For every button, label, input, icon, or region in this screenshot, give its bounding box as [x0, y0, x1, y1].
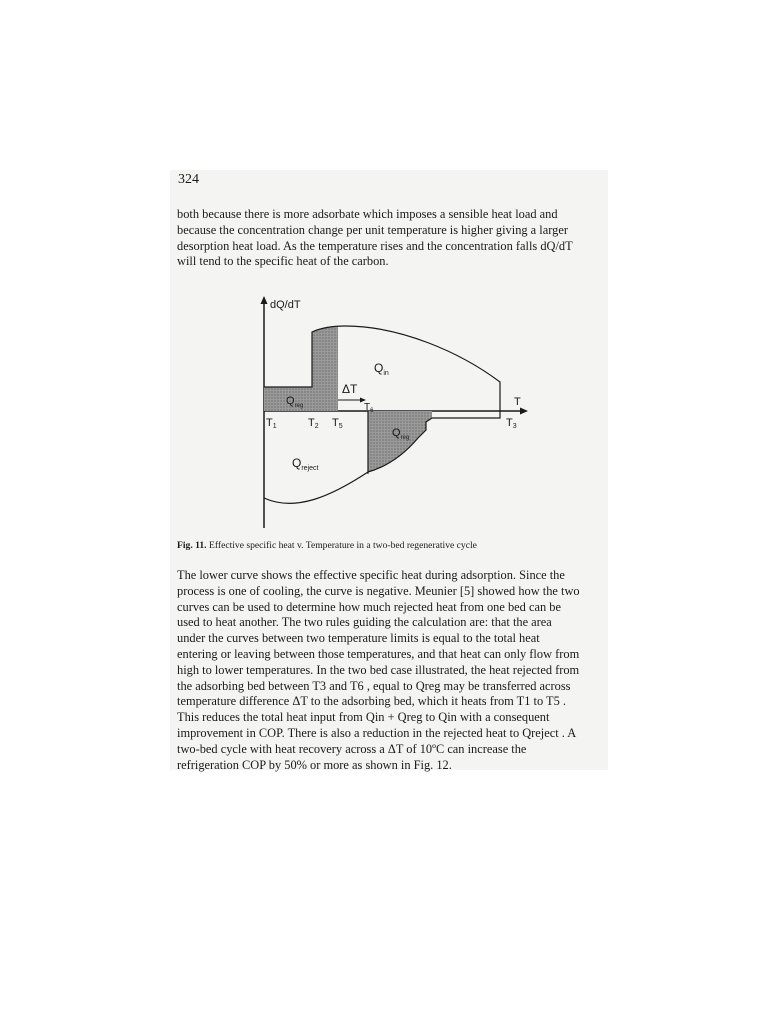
text-line: The lower curve shows the effective specific heat during adsorption. Since the: [177, 568, 565, 582]
text-line: process is one of cooling, the curve is negative. Meunier [5] showed how the two: [177, 583, 580, 598]
text-line: the adsorbing bed between T3 and T6 , equal to Qreg may be transferred across: [177, 678, 571, 693]
t6-label: $T_6$: [364, 402, 374, 414]
paragraph-1: [177, 207, 602, 270]
t2-label: T2: [308, 417, 319, 430]
t5-label: T5: [332, 417, 343, 430]
text-line: improvement in COP. There is also a reduction in the rejected heat to Qreject . A: [177, 725, 577, 740]
caption-label: Fig. 11.: [177, 540, 207, 551]
text-line: will tend to the specific heat of the carbon.: [177, 254, 389, 269]
q-reject-label: $Q_{reject}$: [292, 456, 319, 472]
q-reg-lower-region: [368, 411, 432, 472]
text-line: refrigeration COP by 50% or more as shown in Fig. 12.: [177, 757, 452, 772]
figure-11-diagram: [250, 292, 540, 532]
x-axis-label: T: [514, 396, 521, 408]
text-line: curves can be used to determine how much rejected heat from one bed can be: [177, 599, 561, 614]
y-axis-label: dQ/dT: [270, 299, 301, 311]
delta-t-label: ΔT: [342, 382, 358, 396]
paragraph-2: [177, 568, 602, 773]
text-line: both because there is more adsorbate which imposes a sensible heat load and: [177, 207, 558, 221]
text-line: temperature difference ΔT to the adsorbing bed, which it heats from T1 to T5 .: [177, 694, 566, 709]
text-line: under the curves between two temperature limits is equal to the total heat: [177, 631, 540, 646]
q-reg-upper-region: [264, 326, 338, 411]
text-line: desorption heat load. As the temperature rises and the concentration falls dQ/dT: [177, 238, 573, 253]
page-number: 324: [178, 172, 199, 187]
text-line: high to lower temperatures. In the two bed case illustrated, the heat rejected from: [177, 662, 580, 677]
x-axis-arrow: [520, 408, 528, 415]
text-line: two-bed cycle with heat recovery across a ΔT of 10ºC can increase the: [177, 741, 527, 756]
figure-caption: [177, 540, 477, 551]
q-reg-lower-label: $Q_{reg}$: [392, 427, 410, 441]
t3-label: T3: [506, 417, 517, 430]
text-line: This reduces the total heat input from Qin + Qreg to Qin with a consequent: [177, 710, 550, 725]
text-line: used to heat another. The two rules guiding the calculation are: that the area: [177, 615, 552, 630]
text-line: because the concentration change per unit temperature is higher giving a larger: [177, 222, 568, 237]
q-reg-upper-label: $Q_{reg}$: [286, 395, 304, 409]
caption-text: Effective specific heat v. Temperature in a two-bed regenerative cycle: [206, 540, 477, 551]
q-in-label: $Q_{in}$: [374, 361, 389, 377]
t1-label: T1: [266, 417, 277, 430]
text-line: entering or leaving between those temperatures, and that heat can only flow from: [177, 646, 580, 661]
y-axis-arrow: [261, 296, 268, 304]
